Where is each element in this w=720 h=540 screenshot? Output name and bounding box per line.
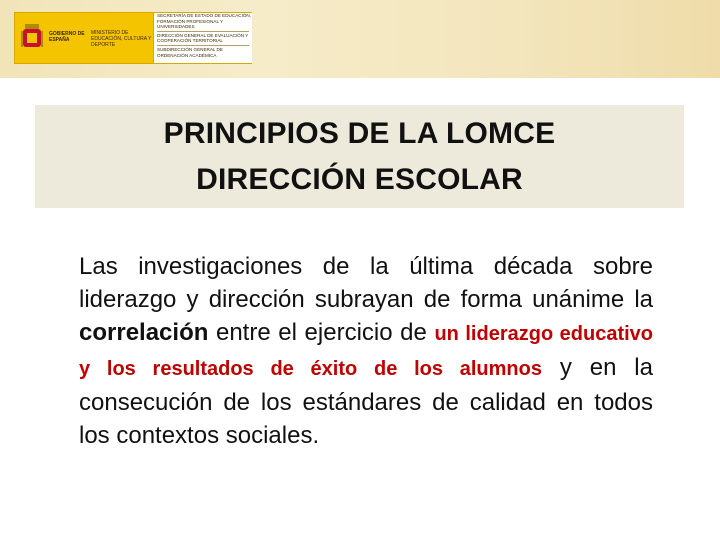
header-band: [0, 0, 720, 78]
slide-title-line1: PRINCIPIOS DE LA LOMCE: [163, 117, 556, 150]
body-emphasis: correlación: [79, 319, 209, 346]
slide-title-box: [35, 105, 684, 208]
slide-body-paragraph: [79, 250, 653, 452]
gov-label: GOBIERNO DE ESPAÑA: [49, 31, 85, 43]
body-text-part2: entre el ejercicio de: [208, 319, 435, 346]
body-highlight: un liderazgo educativo y los resultados de éxito de los alumnos: [79, 323, 653, 380]
units-box: [153, 13, 252, 63]
body-text-part1: Las investigaciones de la última década sobre liderazgo y dirección subrayan de forma unánime la: [79, 253, 653, 313]
unit-direccion: DIRECCIÓN GENERAL DE EVALUACIÓN Y COOPERACIÓN TERRITORIAL: [157, 32, 249, 44]
government-logo: [14, 12, 252, 64]
coat-of-arms-icon: [21, 23, 43, 51]
unit-secretaria: SECRETARÍA DE ESTADO DE EDUCACIÓN, FORMACIÓN PROFESIONAL Y UNIVERSIDADES: [157, 13, 252, 30]
unit-divider: [157, 45, 249, 46]
unit-subdireccion: SUBDIRECCIÓN GENERAL DE ORDENACIÓN ACADÉMICA: [157, 46, 223, 58]
ministry-label: MINISTERIO DE EDUCACIÓN, CULTURA Y DEPORTE: [91, 30, 152, 48]
body-text-part3: y en la consecución de los estándares de calidad en todos los contextos sociales.: [79, 354, 653, 449]
slide-title-line2: DIRECCIÓN ESCOLAR: [196, 163, 523, 196]
unit-divider: [157, 31, 249, 32]
